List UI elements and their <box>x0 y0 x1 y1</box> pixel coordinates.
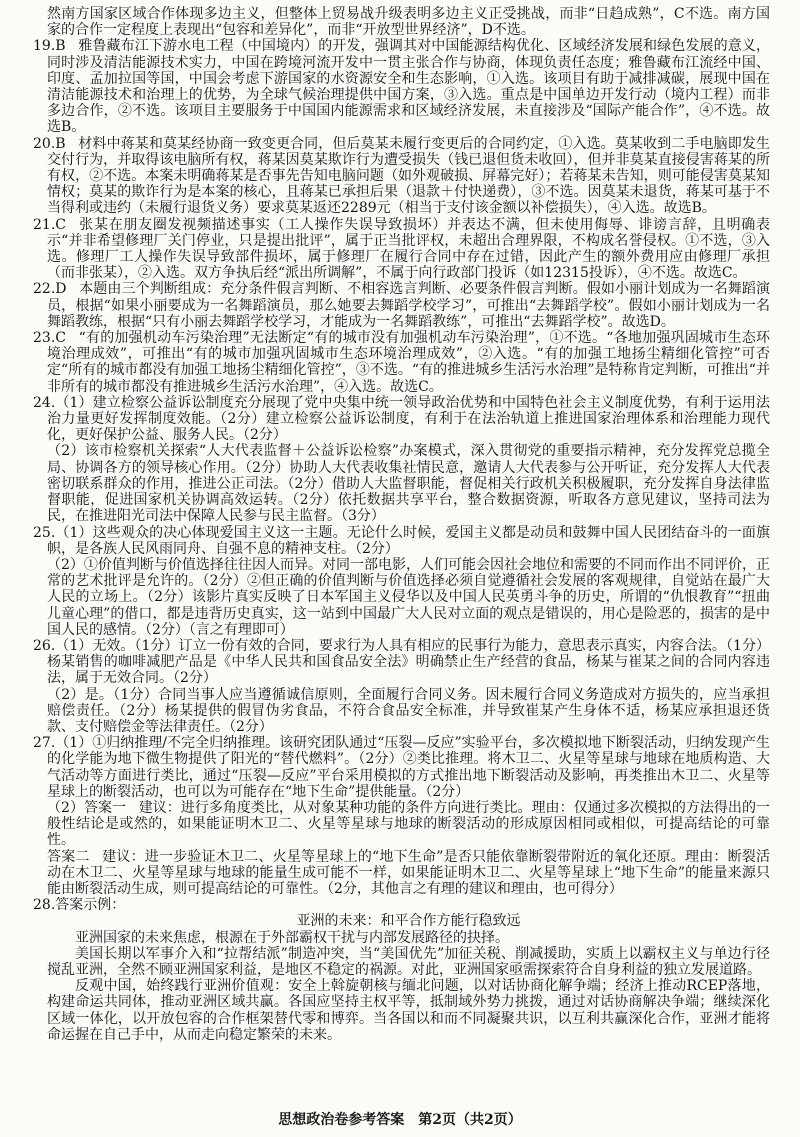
answer-item-26-part-2 <box>33 687 770 736</box>
answer-explanation: 雅鲁藏布江下游水电工程（中国境内）的开发，强调其对中国能源结构优化、区域经济发展和绿色发展的意义，同时涉及清洁能源技术实力，中国在跨境河流开发中一贯主张合作与协商，体现负责任态度；雅鲁藏布江流经中国、印度、孟加拉国等国，中国会考虑下游国家的水资源安全和生态影响，①入选。该项目有助于减排减碳，展现中国在清洁能源技术和治理上的优势，为全球气候治理提供中国方案，③入选。重点是中国单边开发行动（境内工程）而非多边合作，②不选。该项目主要服务于中国国内能源需求和区域经济发展，未直接涉及“国际产能合作”，④不选。故选B。 <box>47 38 770 136</box>
question-number: 26. <box>33 637 56 654</box>
question-number: 25. <box>33 524 56 541</box>
part-text: 这些观众的决心体现爱国主义这一主题。无论什么时候，爱国主义都是动员和鼓舞中国人民团结奋斗的一面旗帜，是各族人民风雨同舟、自强不息的精神支柱。（2分） <box>47 524 770 557</box>
previous-answer-continuation <box>33 6 770 38</box>
answer-choice: B <box>55 38 66 55</box>
answer-item-24-part-1 <box>33 395 770 444</box>
essay-paragraph: 亚洲国家的未来焦虑，根源在于外部霸权干扰与内部发展路径的抉择。 <box>75 929 509 946</box>
option-label: 答案二 <box>47 848 90 865</box>
question-number: 28. <box>33 897 56 914</box>
question-number: 24. <box>33 394 56 411</box>
option-label: 答案一 <box>84 799 127 816</box>
answer-explanation: 本题由三个判断组成：充分条件假言判断、不相容选言判断、必要条件假言判断。假如小丽计划成为一名舞蹈演员，根据“如果小丽要成为一名舞蹈演员，那么她要去舞蹈学校学习”，可推出“去舞蹈学校”。假如小丽计划成为一名舞蹈教练，根据“只有小丽去舞蹈学校学习，才能成为一名舞蹈教练”，可推出“去舞蹈学校”。故选D。 <box>47 281 770 330</box>
part-label: （2） <box>47 799 84 816</box>
question-number: 23. <box>33 330 56 347</box>
answer-item-20 <box>33 136 770 217</box>
answer-choice: D <box>55 281 67 298</box>
part-label: （2） <box>47 556 84 573</box>
part-label: （2） <box>47 686 85 703</box>
question-number: 22. <box>33 281 56 298</box>
answer-item-23 <box>33 330 770 395</box>
question-number: 19. <box>33 38 56 55</box>
page-footer <box>0 1112 800 1128</box>
part-text: ①归纳推理/不完全归纳推理。该研究团队通过“压裂—反应”实验平台，多次模拟地下断裂活动，归纳发现产生的化学能为地下微生物提供了阳光的“替代燃料”。（2分）②类比推理。将木卫二、火星等星球与地球在地质构造、大气活动等方面进行类比，通过“压裂—反应”平台采用模拟的方式推出地下断裂活动及影响，再类推出木卫二、火星等星球上的断裂活动，也可以为可能存在“地下生命”提供能量。（2分） <box>47 735 770 800</box>
essay-paragraph: 反观中国，始终践行亚洲价值观：安全上斡旋朝核与缅北问题，以对话协商化解争端；经济上推动RCEP落地，构建命运共同体，推动亚洲区域共赢。各国应坚持主权平等，抵制域外势力挑拨，通过对话协商解决争端；继续深化区域一体化，以开放包容的合作框架替代零和博弈。当各国以和而不同凝聚共识，以互利共赢深化合作，亚洲才能将命运握在自己手中，从而走向稳定繁荣的未来。 <box>47 978 770 1043</box>
answer-item-21 <box>33 217 770 282</box>
answer-choice: B <box>55 135 66 152</box>
essay-title: 亚洲的未来：和平合作方能行稳致远 <box>296 913 521 930</box>
part-text: 建立检察公益诉讼制度充分展现了党中央集中统一领导政治优势和中国特色社会主义制度优势，有利于运用法治力量更好发挥制度效能。（2分）建立检察公益诉讼制度，有利于在法治轨道上推进国家治理体系和治理能力现代化，更好保护公益、服务人民。（2分） <box>47 394 770 444</box>
part-text: 是。（1分）合同当事人应当遵循诚信原则，全面履行合同义务。因未履行合同义务造成对方损失的，应当承担赔偿责任。（2分）杨某提供的假冒伪劣食品，不符合食品安全标准，并导致崔某产生身体不适，杨某应承担退还货款、支付赔偿金等法律责任。（2分） <box>47 686 770 735</box>
answer-item-22 <box>33 281 770 330</box>
part-text: 无效。（1分）订立一份有效的合同，要求行为人具有相应的民事行为能力，意思表示真实，内容合法。（1分）杨某销售的咖啡减肥产品是《中华人民共和国食品安全法》明确禁止生产经营的食品，杨某与崔某之间的合同内容违法，属于无效合同。（2分） <box>47 637 770 687</box>
part-label: （1） <box>55 394 93 411</box>
footer-page-number: 第2页（共2页） <box>418 1112 522 1128</box>
answer-item-26-part-1 <box>33 638 770 687</box>
answer-explanation: 材料中蒋某和莫某经协商一致变更合同，但后莫某未履行变更后的合同约定，①入选。莫某收到二手电脑即发生交付行为，并取得该电脑所有权，蒋某因莫某欺诈行为遭受损失（钱已退但货未收回），但并非莫某直接侵害蒋某的所有权，②不选。本案未明确蒋某是否事先告知电脑问题（如外观破损、屏幕完好）；若蒋某未告知，则可能侵害莫某知情权；莫某的欺诈行为是本案的核心，且蒋某已承担后果（退款＋付快递费），③不选。因莫某未退货，蒋某可基于不当得利或违约（未履行退货义务）要求莫某返还2289元（相当于支付该金额以补偿损失），④入选。故选B。 <box>47 135 770 217</box>
part-text: 该市检察机关探索“人大代表监督＋公益诉讼检察”办案模式，深入贯彻党的重要指示精神，充分发挥党总揽全局、协调各方的领导核心作用。（2分）协助人大代表收集社情民意，邀请人大代表参与公开听证，充分发挥人大代表密切联系群众的作用，推进公正司法。（2分）借助人大监督职能，督促相关行政机关积极履职，充分发挥自身法律监督职能，促进国家机关协调高效运转。（2分）依托数据共享平台，整合数据资源，听取各方意见建议，坚持司法为民，在推进阳光司法中保障人民参与民主监督。（3分） <box>47 443 770 525</box>
part-text: ①价值判断与价值选择往往因人而异。对同一部电影，人们可能会因社会地位和需要的不同而作出不同评价，正常的艺术批评是允许的。（2分）②但正确的价值判断与价值选择必须自觉遵循社会发展的客观规律，自觉站在最广大人民的立场上。（2分）该影片真实反映了日本军国主义侵华以及中国人民英勇斗争的历史，所谓的“仇恨教育”“扭曲儿童心理”的借口，都是违背历史真实，这一站到中国最广大人民对立面的观点是错误的，用心是险恶的，损害的是中国人民的感情。（2分）（言之有理即可） <box>47 556 770 638</box>
answer-item-27-part-2-option-1 <box>33 800 770 849</box>
answer-item-27-part-2-option-2 <box>33 849 770 898</box>
answer-item-25-part-2 <box>33 557 770 638</box>
option-text: 建议：进一步验证木卫二、火星等星球上的“地下生命”是否只能依靠断裂带附近的氧化还原。理由：断裂活动在木卫二、火星等星球与地球的能量生成可能不一样，如果能证明木卫二、火星等星球上“地下生命”的能量来源只能由断裂活动生成，则可提高结论的可靠性。（2分，其他言之有理的建议和理由，也可得分） <box>47 848 770 897</box>
answer-explanation: “有的加强机动车污染治理”无法断定“有的城市没有加强机动车污染治理”，①不选。“各地加强巩固城市生态环境治理成效”，可推出“有的城市加强巩固城市生态环境治理成效”，②入选。“有的加强工地扬尘精细化管控”可否定“所有的城市都没有加强工地扬尘精细化管控”，③不选。“有的推进城乡生活污水治理”是特称肯定判断，可推出“并非所有的城市都没有推进城乡生活污水治理”，④入选。故选C。 <box>47 330 770 395</box>
sample-label: 答案示例： <box>55 897 126 914</box>
question-number: 27. <box>33 735 56 752</box>
part-label: （2） <box>47 443 85 460</box>
answer-item-25-part-1 <box>33 525 770 557</box>
question-number: 21. <box>33 216 56 233</box>
continuation-text: 然南方国家区域合作体现多边主义，但整体上贸易战升级表明多边主义正受挑战，而非“日趋成熟”，C不选。南方国家的合作一定程度上表现出“包容和差异化”，而非“开放型世界经济”，D不选。 <box>47 6 770 39</box>
part-label: （1） <box>55 735 93 752</box>
answer-explanation: 张某在朋友圈发视频描述事实（工人操作失误导致损坏）并表达不满，但未使用侮辱、诽谤言辞，且明确表示“并非希望修理厂关门停业，只是提出批评”，属于正当批评权，未超出合理界限，不构成名誉侵权。①不选，③入选。修理厂工人操作失误导致部件损坏，属于修理厂在履行合同中存在过错，因此产生的额外费用应由修理厂承担（而非张某），②入选。双方争执后经“派出所调解”，不属于向行政部门投诉（如12315投诉），④不选。故选C。 <box>47 216 770 282</box>
footer-subject: 思想政治卷参考答案 <box>278 1112 405 1128</box>
answer-choice: C <box>55 330 66 347</box>
essay-paragraph: 美国长期以军事介入和“拉帮结派”制造冲突，当“美国优先”加征关税、削减援助，实质上以霸权主义与单边行径搅乱亚洲，全然不顾亚洲国家利益，是地区不稳定的祸源。对此，亚洲国家亟需探索符合自身利益的独立发展道路。 <box>47 945 770 978</box>
part-label: （1） <box>55 524 93 541</box>
question-number: 20. <box>33 135 56 152</box>
answer-item-19 <box>33 38 770 135</box>
answer-item-27-part-1 <box>33 735 770 800</box>
part-label: （1） <box>55 637 93 654</box>
answer-item-28 <box>33 897 770 913</box>
answer-item-24-part-2 <box>33 443 770 524</box>
answer-content <box>33 6 770 1106</box>
answer-choice: C <box>55 216 66 233</box>
option-text: 建议：进行多角度类比，从对象某种功能的条件方向进行类比。理由：仅通过多次模拟的方法得出的一般性结论是或然的，如果能证明木卫二、火星等星球与地球的断裂活动的形成原因相同或相似，可提高结论的可靠性。 <box>47 799 770 849</box>
